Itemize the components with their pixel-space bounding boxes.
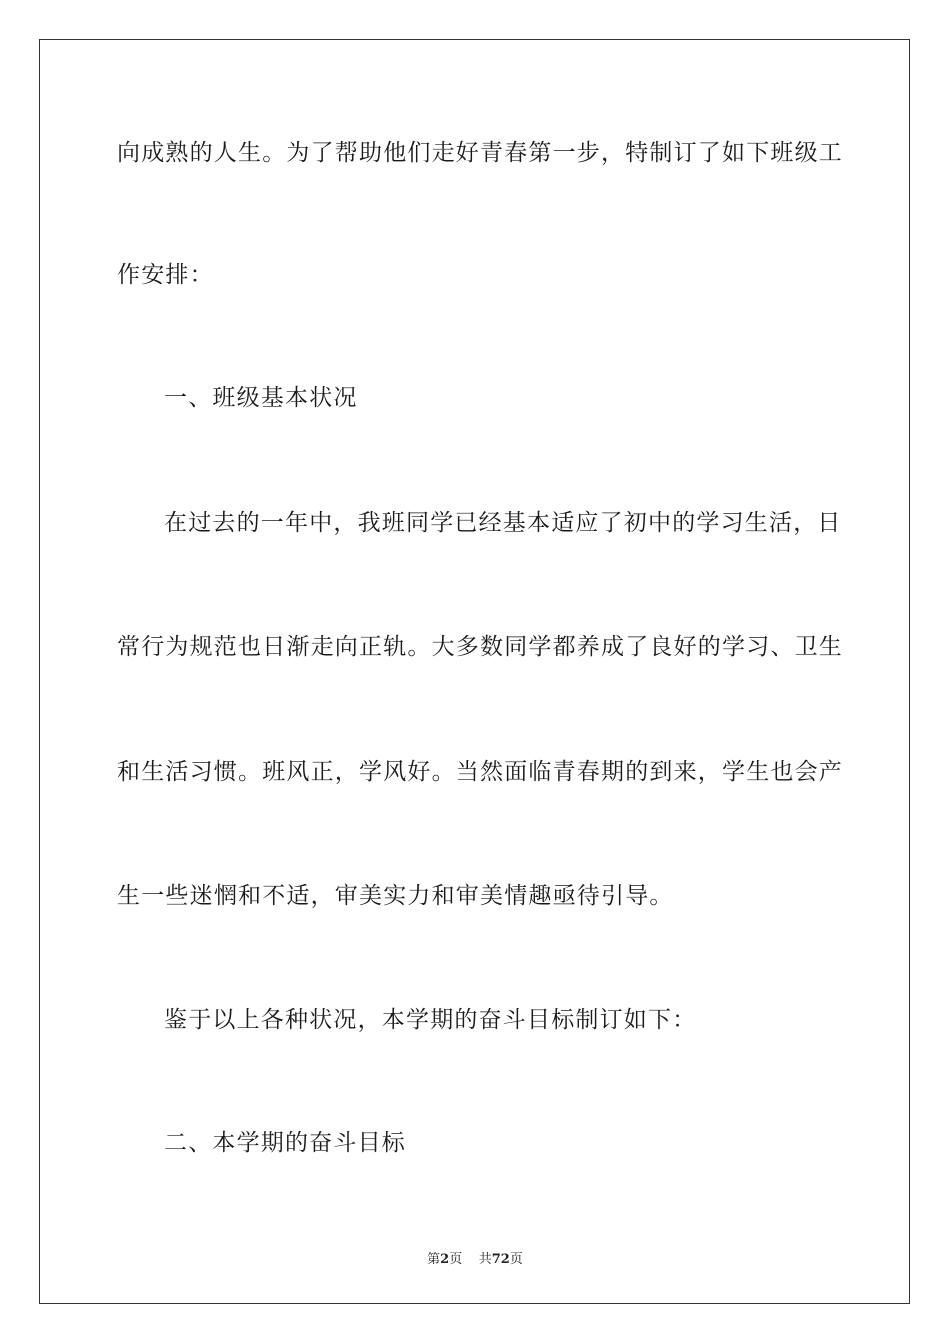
section-heading-1: 一、班级基本状况 xyxy=(164,385,358,411)
page-label-prefix: 第 xyxy=(427,1252,441,1267)
page-number: 2 xyxy=(440,1252,450,1267)
page-footer xyxy=(0,1248,950,1267)
body-text-line: 和生活习惯。班风正，学风好。当然面临青春期的到来，学生也会产 xyxy=(117,759,843,785)
body-text-line: 生一些迷惘和不适，审美实力和审美情趣亟待引导。 xyxy=(117,883,674,909)
total-label-suffix: 页 xyxy=(509,1252,523,1267)
total-pages: 72 xyxy=(491,1252,510,1267)
total-label-prefix: 共 xyxy=(478,1252,492,1267)
body-text-line: 常行为规范也日渐走向正轨。大多数同学都养成了良好的学习、卫生 xyxy=(117,634,843,660)
body-text-line: 作安排： xyxy=(117,262,214,288)
page-label-suffix: 页 xyxy=(449,1252,463,1267)
section-heading-2: 二、本学期的奋斗目标 xyxy=(164,1130,406,1156)
body-text-line: 鉴于以上各种状况，本学期的奋斗目标制订如下： xyxy=(164,1007,697,1033)
page-border xyxy=(39,39,910,1304)
body-text-line: 在过去的一年中，我班同学已经基本适应了初中的学习生活，日 xyxy=(164,510,842,536)
body-text-line: 向成熟的人生。为了帮助他们走好青春第一步，特制订了如下班级工 xyxy=(117,140,843,166)
